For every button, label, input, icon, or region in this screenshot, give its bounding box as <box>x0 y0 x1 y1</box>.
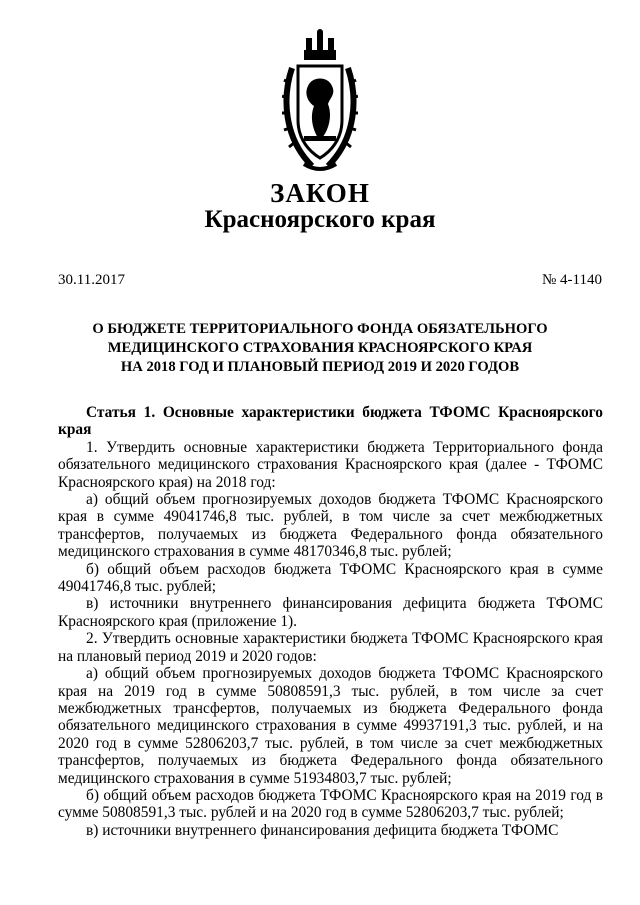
paragraph: в) источники внутреннего финансирования дефицита бюджета ТФОМС <box>86 821 559 839</box>
paragraph: б) общий объем расходов бюджета ТФОМС Красноярского края на 2019 год в сумме 50808591,3 тыс. рублей и на 2020 год в сумме 52806203,7 тыс. рублей; <box>58 786 603 822</box>
coat-of-arms-icon <box>282 28 358 178</box>
heading-line: НА 2018 ГОД И ПЛАНОВЫЙ ПЕРИОД 2019 И 2020 ГОДОВ <box>120 359 520 375</box>
paragraph: в) источники внутреннего финансирования дефицита бюджета ТФОМС Красноярского края (приложение 1). <box>58 595 603 630</box>
law-body <box>58 404 603 839</box>
law-subtitle: Красноярского края <box>204 206 436 233</box>
law-title: ЗАКОН <box>270 178 370 208</box>
law-heading <box>0 320 640 377</box>
article-title: Статья 1. Основные характеристики бюджета ТФОМС Красноярского края <box>58 404 603 439</box>
paragraph: а) общий объем прогнозируемых доходов бюджета ТФОМС Красноярского края на 2019 год в сумме 50808591,3 тыс. рублей, в том числе за счет межбюджетных трансфертов, получаемых из бюджета Федерального фонда обязательного медицинского страхования в сумме 49937191,3 тыс. рублей, и на 2020 год в сумме 52806203,7 тыс. рублей, в том числе за счет межбюджетных трансфертов, получаемых из бюджета Федерального фонда обязательного медицинского страхования в сумме 51934803,7 тыс. рублей; <box>58 665 603 787</box>
heading-line: МЕДИЦИНСКОГО СТРАХОВАНИЯ КРАСНОЯРСКОГО КРАЯ <box>107 340 533 356</box>
paragraph: б) общий объем расходов бюджета ТФОМС Красноярского края в сумме 49041746,8 тыс. рублей; <box>58 560 603 596</box>
paragraph: 2. Утвердить основные характеристики бюджета ТФОМС Красноярского края на плановый период 2019 и 2020 годов: <box>58 630 603 665</box>
paragraph: 1. Утвердить основные характеристики бюджета Территориального фонда обязательного медицинского страхования Красноярского края (далее - ТФОМС Красноярского края) на 2018 год: <box>58 438 603 491</box>
law-date: 30.11.2017 <box>58 272 125 288</box>
paragraph: а) общий объем прогнозируемых доходов бюджета ТФОМС Красноярского края в сумме 49041746,8 тыс. рублей, в том числе за счет межбюджетных трансфертов, получаемых из бюджета Федерального фонда обязательного медицинского страхования в сумме 48170346,8 тыс. рублей; <box>58 491 603 561</box>
law-number: № 4-1140 <box>542 272 602 288</box>
heading-line: О БЮДЖЕТЕ ТЕРРИТОРИАЛЬНОГО ФОНДА ОБЯЗАТЕЛЬНОГО <box>92 321 548 337</box>
